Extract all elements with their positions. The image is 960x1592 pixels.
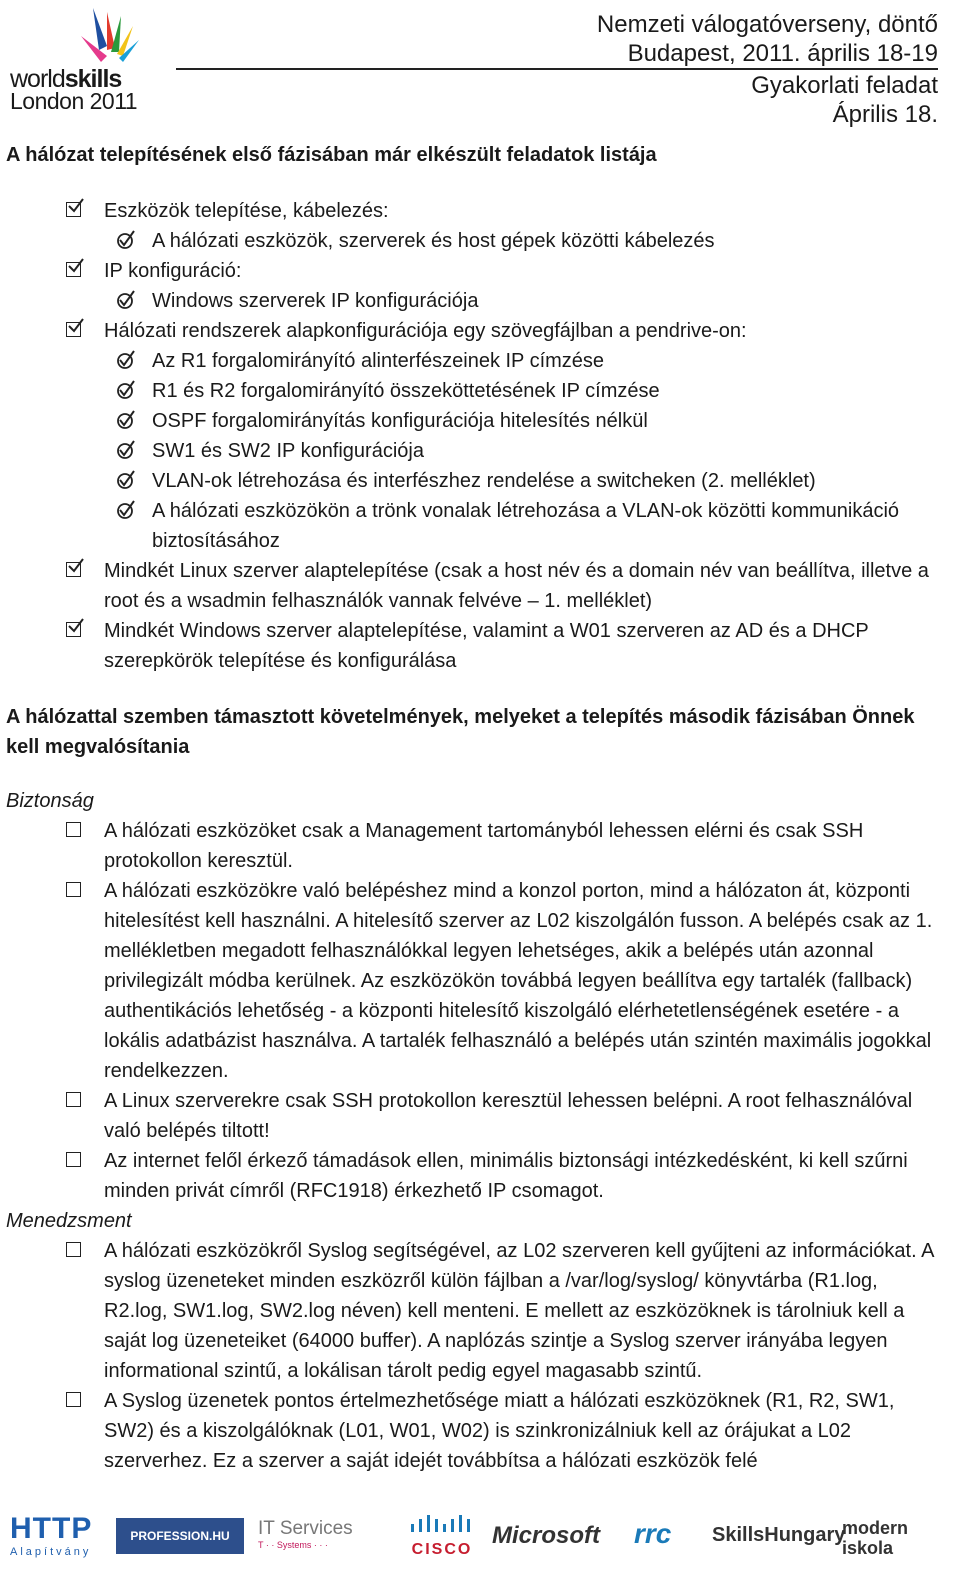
checkmark-icon bbox=[114, 438, 138, 462]
checkbox-icon bbox=[66, 1242, 81, 1257]
done-subitem bbox=[0, 376, 960, 406]
management-requirement bbox=[0, 1386, 960, 1476]
subitem-text: VLAN-ok létrehozása és interfészhez rendelése a switcheken (2. melléklet) bbox=[152, 470, 816, 492]
header-event-block bbox=[597, 10, 938, 68]
checkmark-icon bbox=[114, 408, 138, 432]
subitem-text: OSPF forgalomirányítás konfigurációja hitelesítés nélkül bbox=[152, 410, 648, 432]
done-item bbox=[0, 256, 960, 286]
management-label: Menedzsment bbox=[6, 1210, 132, 1232]
skills-hungary-logo: SkillsHungary bbox=[712, 1524, 846, 1546]
management-requirement bbox=[0, 1236, 960, 1386]
item-text: Mindkét Linux szerver alaptelepítése (csak a host név és a domain név van beállítva, illetve a root és a wsadmin felhasználók vannak felvéve – 1. melléklet) bbox=[104, 560, 929, 612]
place-date: Budapest, 2011. április 18-19 bbox=[627, 40, 938, 67]
checked-box-icon bbox=[66, 202, 81, 217]
management-requirements-list bbox=[0, 1236, 960, 1476]
checkbox-icon bbox=[66, 822, 81, 837]
item-text: Eszközök telepítése, kábelezés: bbox=[104, 200, 389, 222]
logo-skills: skills bbox=[64, 65, 122, 93]
subitem-text: R1 és R2 forgalomirányító összeköttetésének IP címzése bbox=[152, 380, 660, 402]
day-label: Április 18. bbox=[832, 101, 938, 128]
item-text: Az internet felől érkező támadások ellen, minimális biztonsági intézkedésként, ki kell szűrni minden privát címről (RFC1918) érkezhető IP csomagot. bbox=[104, 1150, 908, 1202]
done-subitem bbox=[0, 466, 960, 496]
item-text: A Linux szerverekre csak SSH protokollon keresztül lehessen belépni. A root felhasználóval való belépés tiltott! bbox=[104, 1090, 913, 1142]
item-text: A hálózati eszközökről Syslog segítségével, az L02 szerveren kell gyűjteni az információkat. A syslog üzeneteket minden eszközről külön fájlban a /var/log/syslog/ könyvtárba (R1.log, R2.log, SW1.log, SW2.log néven) kell menteni. E mellett az eszközöknek is tárolniuk kell a saját log üzeneteiket (64000 buffer). A naplózás szintje a Syslog szerver irányába legyen informational szintű, a lokálisan tárolt pedig egyel magasabb szintű. bbox=[104, 1240, 934, 1382]
checkmark-icon bbox=[114, 378, 138, 402]
checkmark-icon bbox=[114, 498, 138, 522]
item-text: IP konfiguráció: bbox=[104, 260, 242, 282]
task-label: Gyakorlati feladat bbox=[751, 72, 938, 99]
requirements-title: A hálózattal szemben támasztott követelmények, melyeket a telepítés második fázisában Önnek kell megvalósítania bbox=[6, 706, 915, 758]
item-text: A hálózati eszközöket csak a Management tartományból lehessen elérni és csak SSH protokollon keresztül. bbox=[104, 820, 864, 872]
checkmark-icon bbox=[114, 348, 138, 372]
security-requirement bbox=[0, 1086, 960, 1146]
done-subitem bbox=[0, 436, 960, 466]
checked-box-icon bbox=[66, 562, 81, 577]
checkmark-icon bbox=[114, 288, 138, 312]
logo-world: world bbox=[10, 65, 65, 93]
security-requirements-list bbox=[0, 816, 960, 1206]
done-item bbox=[0, 316, 960, 346]
checkbox-icon bbox=[66, 1152, 81, 1167]
sponsor-logo-strip bbox=[0, 1508, 960, 1578]
checkbox-icon bbox=[66, 1092, 81, 1107]
subitem-text: SW1 és SW2 IP konfigurációja bbox=[152, 440, 424, 462]
worldskills-emblem-icon bbox=[63, 6, 153, 68]
event-title: Nemzeti válogatóverseny, döntő bbox=[596, 11, 938, 38]
done-section-title: A hálózat telepítésének első fázisában már elkészült feladatok listája bbox=[6, 144, 657, 166]
checkbox-icon bbox=[66, 1392, 81, 1407]
done-item bbox=[0, 196, 960, 226]
microsoft-logo: Microsoft bbox=[492, 1522, 600, 1549]
checked-box-icon bbox=[66, 622, 81, 637]
cisco-logo: CISCO bbox=[410, 1514, 474, 1559]
subitem-text: Windows szerverek IP konfigurációja bbox=[152, 290, 479, 312]
header-task-block bbox=[751, 71, 938, 129]
checkmark-icon bbox=[114, 228, 138, 252]
item-text: Hálózati rendszerek alapkonfigurációja egy szövegfájlban a pendrive-on: bbox=[104, 320, 747, 342]
checked-box-icon bbox=[66, 322, 81, 337]
rrc-logo: rrc bbox=[634, 1518, 672, 1549]
item-text: Mindkét Windows szerver alaptelepítése, valamint a W01 szerveren az AD és a DHCP szerepkörök telepítése és konfigurálása bbox=[104, 620, 869, 672]
done-subitem bbox=[0, 346, 960, 376]
done-item bbox=[0, 556, 960, 616]
done-subitem bbox=[0, 286, 960, 316]
security-requirement bbox=[0, 816, 960, 876]
http-foundation-logo: HTTP Alapítvány bbox=[10, 1512, 93, 1558]
checkbox-icon bbox=[66, 882, 81, 897]
done-subitem bbox=[0, 406, 960, 436]
subitem-text: A hálózati eszközök, szerverek és host gépek közötti kábelezés bbox=[152, 230, 715, 252]
header-divider bbox=[176, 68, 938, 70]
security-requirement bbox=[0, 1146, 960, 1206]
worldskills-logo bbox=[8, 6, 148, 116]
done-item bbox=[0, 616, 960, 676]
profession-hu-logo: PROFESSION.HU bbox=[116, 1518, 244, 1554]
item-text: A Syslog üzenetek pontos értelmezhetősége miatt a hálózati eszközöknek (R1, R2, SW1, SW2) és a kiszolgálóknak (L01, W01, W02) is szinkronizálniuk kell az órájukat a L02 szerverhez. Ez a szerver a saját idejét továbbítsa a hálózati eszközök felé bbox=[104, 1390, 895, 1472]
subitem-text: Az R1 forgalomirányító alinterfészeinek IP címzése bbox=[152, 350, 605, 372]
item-text: A hálózati eszközökre való belépéshez mind a konzol porton, mind a hálózaton át, központi hitelesítést kell használni. A hitelesítő szerver az L02 kiszolgálón fusson. A belépés csak az 1. mellékletben megadott felhasználókkal legyen lehetséges, akik a belépés után azonnal privilegizált módba kerülnek. Az eszközökön továbbá legyen beállítva egy tartalék (fallback) authentikációs lehetőség - a központi hitelesítő kiszolgáló elérhetetlenségének esetére - a lokális adatbázist használva. A tartalék felhasználó a belépés után szintén maximális jogokkal rendelkezzen. bbox=[104, 880, 933, 1082]
it-services-logo: IT Services T · · Systems · · · bbox=[258, 1518, 353, 1550]
subitem-text: A hálózati eszközökön a trönk vonalak létrehozása a VLAN-ok közötti kommunikáció biztosításához bbox=[152, 500, 900, 552]
security-label: Biztonság bbox=[6, 790, 94, 812]
modern-iskola-logo: modern iskola bbox=[842, 1518, 909, 1558]
logo-london: London 2011 bbox=[10, 88, 138, 114]
checkmark-icon bbox=[114, 468, 138, 492]
cisco-bars-icon bbox=[410, 1514, 474, 1536]
security-requirement bbox=[0, 876, 960, 1086]
done-subitem bbox=[0, 226, 960, 256]
done-task-list bbox=[0, 196, 960, 676]
checked-box-icon bbox=[66, 262, 81, 277]
done-subitem bbox=[0, 496, 960, 556]
